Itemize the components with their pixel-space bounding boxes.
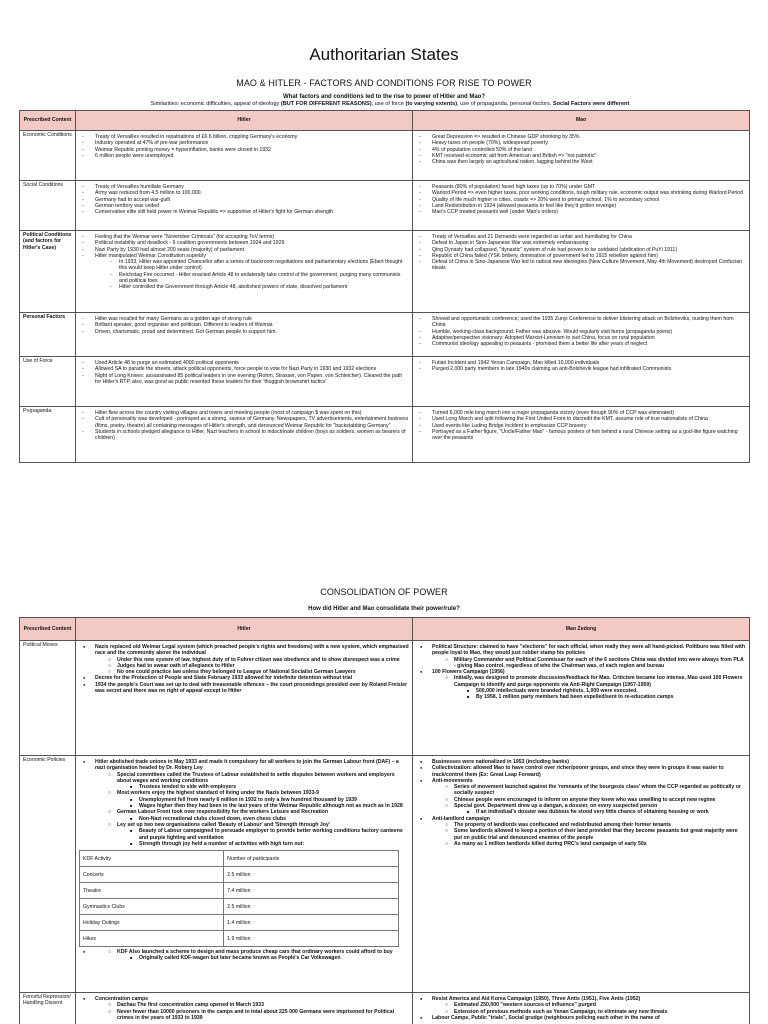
kdf-row: [80, 899, 399, 915]
list-item: - China was then largely an agricultural nation, lagging behind the West: [416, 159, 746, 165]
sub-list-item: ○ The property of landlords was confiscated and redistributed among their former tenants: [444, 822, 746, 828]
sub-list-item: [444, 803, 746, 816]
list-item: ● Labour Camps, Public "trials", Social grudge (neighbours policing each other in the name of: [416, 1015, 746, 1021]
list-item: ● Businesses were nationalized in 1953 (including banks): [416, 759, 746, 765]
sub-sub-list-item: ■ Wages higher then they had been in the last years of the Weimar Republic although not as much as in 1928: [129, 803, 409, 809]
sub-list-item: ○ Chinese people were encouraged to inform on anyone they knew who was unwilling to accept new regime: [444, 797, 746, 803]
sub-list-item-text: KDF Also launched a scheme to design and mass produce cheap cars that ordinary workers could afford to buy: [117, 949, 393, 956]
header-hitler: Hitler: [76, 618, 413, 641]
table-row: [20, 181, 750, 231]
list-item: - Treaty of Versailles humiliate Germany: [79, 184, 409, 190]
kdf-participants: 2.5 million: [224, 899, 399, 915]
sub-list-item: - In 1933, Hitler was appointed Chancellor after a series of backroom negotiations and parliamentary elections (Ebert thought this would keep Hitler under control): [109, 259, 409, 272]
hitler-cell: [76, 993, 413, 1024]
list-item: ● 1934 the people's Court was set up to deal with treasonable offences – the court proceedings presided over by Roland Freisler was secret and there was no right of appeal except to Hitler: [79, 682, 409, 695]
sub-list-item: ○ Series of movement launched against the 'remnants of the bourgeois class' whom the CCP regarded as politically or socially suspect: [444, 784, 746, 797]
list-item: - Driven, charismatic, proud and determined. Got German people to support him.: [79, 329, 409, 335]
sub-list-item: [107, 790, 409, 809]
list-item: - Used Article 48 to purge an estimated 4000 political opponents: [79, 360, 409, 366]
list-item: - Portrayed as a Father figure, "Uncle/Father Mao" - famous posters of him behind a rural Chinese setting as a god-like figure watching over the peasants: [416, 429, 746, 442]
sub-list-item: ○ Some landlords allowed to keep a portion of their land provided that they become peasants but great majority were put on public trial and denounced enemies of the people: [444, 828, 746, 841]
row-label: Social Conditions: [20, 181, 76, 231]
sub-list-item: ○ Under this new system of law, highest duty of to Fuhrer citizen was obedience and to show disrespect was a crime: [107, 657, 409, 663]
hitler-cell: [76, 756, 413, 993]
kdf-header-row: [80, 851, 399, 867]
mao-cell: [413, 181, 750, 231]
list-item: - German territory was ceded: [79, 203, 409, 209]
sim-text-d: (to varying extents): [405, 101, 458, 107]
list-item: - Brilliant speaker, good organiser and politician. Different to leaders of Weimar.: [79, 322, 409, 328]
section-title-rise: MAO & HITLER - FACTORS AND CONDITIONS FOR RISE TO POWER: [236, 78, 532, 88]
list-item-continued: [79, 949, 409, 962]
rise-table-header: [20, 111, 750, 131]
list-item: - Qing Dynasty had collapsed, "dynastic" system of rule had proven to be outdated (abdication of PuYi 1911): [416, 247, 746, 253]
sub-list-item-text: Special committees called the Trustees of Labour established to settle disputes between workers and employers about wages and working conditions: [117, 771, 395, 784]
list-item: - Turned 6,000 mile long march into a major propaganda victory (even though 90% of CCP was eliminated): [416, 410, 746, 416]
list-item: ● Decree for the Protection of People and State February 1933 allowed for indefinite detention without trial: [79, 675, 409, 681]
table-row: [20, 756, 750, 993]
list-item: [416, 996, 746, 1015]
document-title: Authoritarian States: [309, 45, 459, 64]
row-label: Economic Conditions: [20, 131, 76, 181]
sub-list-item: ○ No one could practice law unless they belonged to League of National Socialist German Lawyers: [107, 669, 409, 675]
header-mao-zedong: Mao Zedong: [413, 618, 750, 641]
sub-sub-list-item: ■ Trustees tended to side with employers: [129, 784, 409, 790]
list-item: - Shrewd and opportunistic conference; used the 1935 Zunyi Conference to deliver blistering attack on Bolsheviks, ousting them from China: [416, 316, 746, 329]
list-item: - Army was reduced from 4.5 million to 100,000.: [79, 190, 409, 196]
mao-cell: [413, 231, 750, 313]
list-item: - Warlord Period => even higher taxes, poor working conditions, tough military rule, economic output was shrinking during Warlord Period: [416, 190, 746, 196]
sim-text-c: , use of force: [371, 101, 406, 107]
row-label: Political Conditions (and factors for Hitler's Case): [20, 231, 76, 313]
kdf-activity: Theatre: [80, 883, 224, 899]
sub-list-item: ○ Military Commander and Political Commissar for each of the 6 sections China was divided into were always from PLA - giving Mao control, regardless of who the Chairman was, of each region and bureau: [444, 657, 746, 670]
kdf-table: [79, 850, 399, 947]
list-item: - Cult of personality was developed - portrayed as a strong, saviour of Germany. Newspapers, TV advertisements, entertainment business (films, poetry, theatre) all containing messages of Hitler's strength, and denounced Weimar Republic for "backstabbing Germany": [79, 416, 409, 429]
mao-cell: [413, 357, 750, 407]
hitler-cell: [76, 313, 413, 357]
mao-cell: [413, 993, 750, 1024]
list-item: - Heavy taxes on people (70%), widespread poverty: [416, 140, 746, 146]
kdf-participants: 2.5 million: [224, 867, 399, 883]
list-item: [416, 816, 746, 847]
list-item: - Land Redistribution in 1924 (allowed peasants to feel like they'd gotten revenge): [416, 203, 746, 209]
list-item: - Peasants (80% of population) faced high taxes (up to 70%) under GMT: [416, 184, 746, 190]
sub-sub-list-item: ■ Non-Nazi recreational clubs closed down, even chess clubs: [129, 816, 409, 822]
kdf-activity: Hikes: [80, 931, 224, 947]
list-item: - Great Depression => resulted in Chinese GDP shrinking by 35%: [416, 134, 746, 140]
sim-text-a: Similarities: economic difficulties, appeal of ideology: [150, 101, 281, 107]
table-row: [20, 231, 750, 313]
sub-sub-list-item: ■ By 1958, 1 million party members had been expelled/sent to re-education camps: [466, 694, 746, 700]
sub-sub-list-item: ■ Unemployment fell from nearly 6 million in 1932 to only a few hundred thousand by 1939: [129, 797, 409, 803]
list-item: - Feeling that the Weimar were "November Criminals" (for accepting ToV terms): [79, 234, 409, 240]
mao-cell: [413, 313, 750, 357]
list-item-text: Hitler abolished trade unions in May 1933 and made it compulsory for all workers to join the German Labour front (DAF) – a nazi organisation headed by Dr. Robery Ley: [95, 759, 399, 772]
hitler-cell: [76, 407, 413, 463]
kdf-header-participants: Number of participants: [224, 851, 399, 867]
row-label: Economic Policies: [20, 756, 76, 993]
table-row: [20, 131, 750, 181]
sub-list-item: - Reichstag Fire occurred - Hitler enacted Article 48 to unilaterally take control of the government, purging many communists and political foes: [109, 272, 409, 285]
mao-cell: [413, 407, 750, 463]
sub-list-item: [107, 822, 409, 847]
header-mao: Mao: [413, 111, 750, 131]
list-item: - Nazi Party by 1930 had almost 200 seats (majority) of parliament: [79, 247, 409, 253]
list-item: - Defeat to Japan in Sino-Japanese War was extremely embarrassing: [416, 240, 746, 246]
list-item: - Students in schools pledged allegiance to Hitler, Nazi teachers in school to indoctrinate children (boys as soldiers, women as bearers of children): [79, 429, 409, 442]
hitler-cell: [76, 357, 413, 407]
list-item: ● Collectivization: allowed Mao to have control over richer/poorer groups, and since they were in groups it was easier to track/control them (Ex: Great Leap Forward): [416, 765, 746, 778]
kdf-row: [80, 867, 399, 883]
list-item: - Used events like Luding Bridge Incident to emphasize CCP bravery: [416, 423, 746, 429]
list-item: - Germany had to accept war-guilt: [79, 197, 409, 203]
section-title-consolidation: CONSOLIDATION OF POWER: [320, 587, 448, 597]
rise-table: [19, 110, 750, 463]
list-item: - Treaty of Versailles resulted in repatriations of £6.6 billion, crippling Germany's economy: [79, 134, 409, 140]
list-item: [79, 759, 409, 847]
list-item: - Hitler flew across the country visiting villages and towns and meeting people (most of campaign $ was spent on this): [79, 410, 409, 416]
list-item: - Industry operated at 47% of pre-war performance: [79, 140, 409, 146]
list-item-text: Anti-movements: [432, 777, 473, 784]
row-label: Personal Factors: [20, 313, 76, 357]
list-item: [416, 778, 746, 816]
kdf-participants: 1.4 million: [224, 915, 399, 931]
list-item: - Hitler was recalled for many Germans as a golden age of strong rule: [79, 316, 409, 322]
list-item: - Used Long March and split following the First United Front to discredit the KMT, assume role of true nationalists of China: [416, 416, 746, 422]
kdf-participants: 7.4 million: [224, 883, 399, 899]
list-item: - 6 million people were unemployed: [79, 153, 409, 159]
list-item: - Night of Long Knives: assassinated 85 political leaders in one evening (Rohm, Strasser, von Papen, von Schleicher). Cleared the path for Hitler's RTP, also, was good as public resented these leaders for their 'thuggish brownshirt tactics': [79, 373, 409, 386]
row-label: Propaganda: [20, 407, 76, 463]
sub-list-item-text: Special govt. Department drew up a dangan, a dossier, on every suspected person: [454, 803, 658, 810]
row-label: Political Moves: [20, 641, 76, 756]
list-item: - Allowed SA to parade the streets, attack political opponents, force people to vote for Nazi Party in 1930 and 1932 elections: [79, 366, 409, 372]
kdf-row: [80, 915, 399, 931]
sub-list-item: - Hitler controlled the Government through Article 48, abolished powers of state, dissolved parliament: [109, 284, 409, 290]
mao-cell: [413, 756, 750, 993]
list-item: [79, 996, 409, 1021]
header-prescribed: Prescribed Content: [20, 618, 76, 641]
list-item: - Quality of life much higher in cities, coasts => 20% went to primary school, 1% to secondary school: [416, 197, 746, 203]
sub-sub-list-item: ■ Originally called KDF-wagen but later became known as People's Car Volkswagen: [129, 955, 409, 961]
list-item: [79, 644, 409, 675]
hitler-cell: [76, 181, 413, 231]
sub-list-item: [107, 809, 409, 822]
row-label: Use of Force: [20, 357, 76, 407]
list-item: - Purged 2,000 party members in late 1940s claiming an anti-Bolshevik league had infiltrated Communists: [416, 366, 746, 372]
sim-text-f: Social Factors were different: [552, 101, 630, 107]
list-item: - Humble, working-class background. Father was abusive. Would regularly visit farms (propaganda points): [416, 329, 746, 335]
list-item: [416, 644, 746, 669]
list-item: - KMT received economic aid from American and British => "not patriotic": [416, 153, 746, 159]
sim-text-e: , use of propaganda, personal factors.: [457, 101, 553, 107]
sub-list-item: ○ Never fewer than 10000 prisoners in the camps and in total about 225 000 Germans were imprisoned for Political crimes in the years of 1933 to 1939: [107, 1009, 409, 1022]
hitler-cell: [76, 641, 413, 756]
table-row: [20, 357, 750, 407]
sub-list-item: ○ Extension of previous methods such as Yenan Campaign, to eliminate any new threats: [444, 1009, 746, 1015]
sub-sub-list-item: ■ If an individual's dossier was dubious he stood very little chance of obtaining housing or work: [466, 809, 746, 815]
similarities-line: [20, 101, 760, 107]
section-question-rise: What factors and conditions led to the rise to power of Hitler and Mao?: [282, 94, 485, 100]
list-item: - Mao's CCP treated peasants well (under Mao's orders): [416, 209, 746, 215]
hitler-cell: [76, 131, 413, 181]
list-item: - Adaptive/perspective visionary: Adopted Marxist-Leninism to suit China, focus on rural population: [416, 335, 746, 341]
sub-sub-list-item: ■ 500,000 intellectuals were branded rightists, 1,000 were executed.: [466, 688, 746, 694]
table-row: [20, 993, 750, 1024]
kdf-row: [80, 931, 399, 947]
list-item: - Futian Incident and 1942 Yenan Campaign, Mao killed 10,000 individuals: [416, 360, 746, 366]
sub-sub-list-item: ■ Beauty of Labour campaigned to persuade employer to provide better working conditions factory canteens and purple lighting and ventilation: [129, 828, 409, 841]
list-item: [79, 253, 409, 291]
header-prescribed: Prescribed Content: [20, 111, 76, 131]
sub-sub-list-item: ■ Strength through joy held a number of activities with high turn out:: [129, 841, 409, 847]
mao-cell: [413, 131, 750, 181]
list-item: - 4% of population controlled 50% of the land: [416, 147, 746, 153]
list-item-text: Anti-landlord campaign: [432, 815, 490, 822]
list-item: - Conservative elite still held power in Weimar Republic => supportive of Hitler's fight for German strength: [79, 209, 409, 215]
sub-list-item: ○ Estimated 250,000 "western sources of influence" purged: [444, 1002, 746, 1008]
list-item-text: Concentration camps: [95, 996, 149, 1002]
kdf-participants: 1.9 million: [224, 931, 399, 947]
list-item: - Defeat of China in Sino-Japanese War led to radical new ideologies (New Culture Movement, May 4th Movement) destroyed Confucian ideals: [416, 259, 746, 272]
sub-list-item-text: Most workers enjoy the highest standard of living under the Nazis between 1933-9: [117, 790, 320, 797]
list-item-text: 100 Flowers Campaign (1956): [432, 669, 505, 676]
list-item: - Communist ideology appealing to peasants - promised them a better life after years of neglect: [416, 341, 746, 347]
kdf-activity: Concerts: [80, 867, 224, 883]
section-question-consolidation: How did Hitler and Mao consolidate their power/rule?: [308, 606, 460, 612]
sub-list-item: [107, 772, 409, 791]
sub-list-item-text: German Labour Front took over responsibility for the workers Leisure and Recreation: [117, 809, 329, 816]
list-item: - Treaty of Versailles and 21 Demands were regarded as unfair and humiliating for China: [416, 234, 746, 240]
sub-list-item-text: Initially, was designed to promote discussion/feedback for Mao. Criticism became too intense, Mao used 100 Flowers Campaign to identify and purge opponents via Anti-Right Campaign (1957-1959): [454, 675, 743, 688]
kdf-row: [80, 883, 399, 899]
sub-list-item: ○ Dachau The first concentration camp opened in March 1933: [107, 1002, 409, 1008]
list-item-text: Political Structure: claimed to have "elections" for each official, when really they were all hand-picked. Politburo was filled with people loyal to Mao, they would just rubber stamp his policies: [432, 644, 746, 657]
consolidation-table: [19, 617, 750, 1024]
table-row: [20, 407, 750, 463]
list-item-text: Nazis replaced old Weimar Legal system (which preached people's rights and freedoms) with a new system, which emphasised race and the community above the individual: [95, 644, 409, 657]
list-item: - Republic of China failed (YSK bribery, domination of government led to 1915 rebellion against him): [416, 253, 746, 259]
list-item: [416, 669, 746, 700]
list-item: - Weimar Republic printing money = hyperinflation, banks were closed in 1932: [79, 147, 409, 153]
list-item-text: Hitler manipulated Weimar Constitution superbly: [95, 252, 206, 259]
hitler-cell: [76, 231, 413, 313]
sub-list-item: [444, 675, 746, 700]
list-item: - Political instability and deadlock - 6 coalition governments between 1924 and 1929: [79, 240, 409, 246]
kdf-activity: Gymnastics Clubs: [80, 899, 224, 915]
mao-cell: [413, 641, 750, 756]
table-row: [20, 313, 750, 357]
kdf-header-activity: KDF Activity: [80, 851, 224, 867]
row-label: Forceful Repression/ Handling Dissent: [20, 993, 76, 1024]
kdf-activity: Holiday Outings: [80, 915, 224, 931]
table-row: [20, 641, 750, 756]
sim-text-b: (BUT FOR DIFFERENT REASONS): [280, 101, 372, 107]
sub-list-item-text: Ley set up two new organisations called 'Beauty of Labour' and 'Strength through Joy': [117, 821, 331, 828]
consolidation-table-header: [20, 618, 750, 641]
sub-list-item: ○ As many as 1 million landlords killed during PRC's land campaign of early 50s: [444, 841, 746, 847]
list-item-text: Resist America and Aid Korea Campaign (1950), Three Antis (1951), Five Antis (1952): [432, 996, 641, 1002]
sub-list-item: ○ Judges had to swear oath of allegiance to Hitler: [107, 663, 409, 669]
sub-list-item: [107, 949, 409, 962]
header-hitler: Hitler: [76, 111, 413, 131]
